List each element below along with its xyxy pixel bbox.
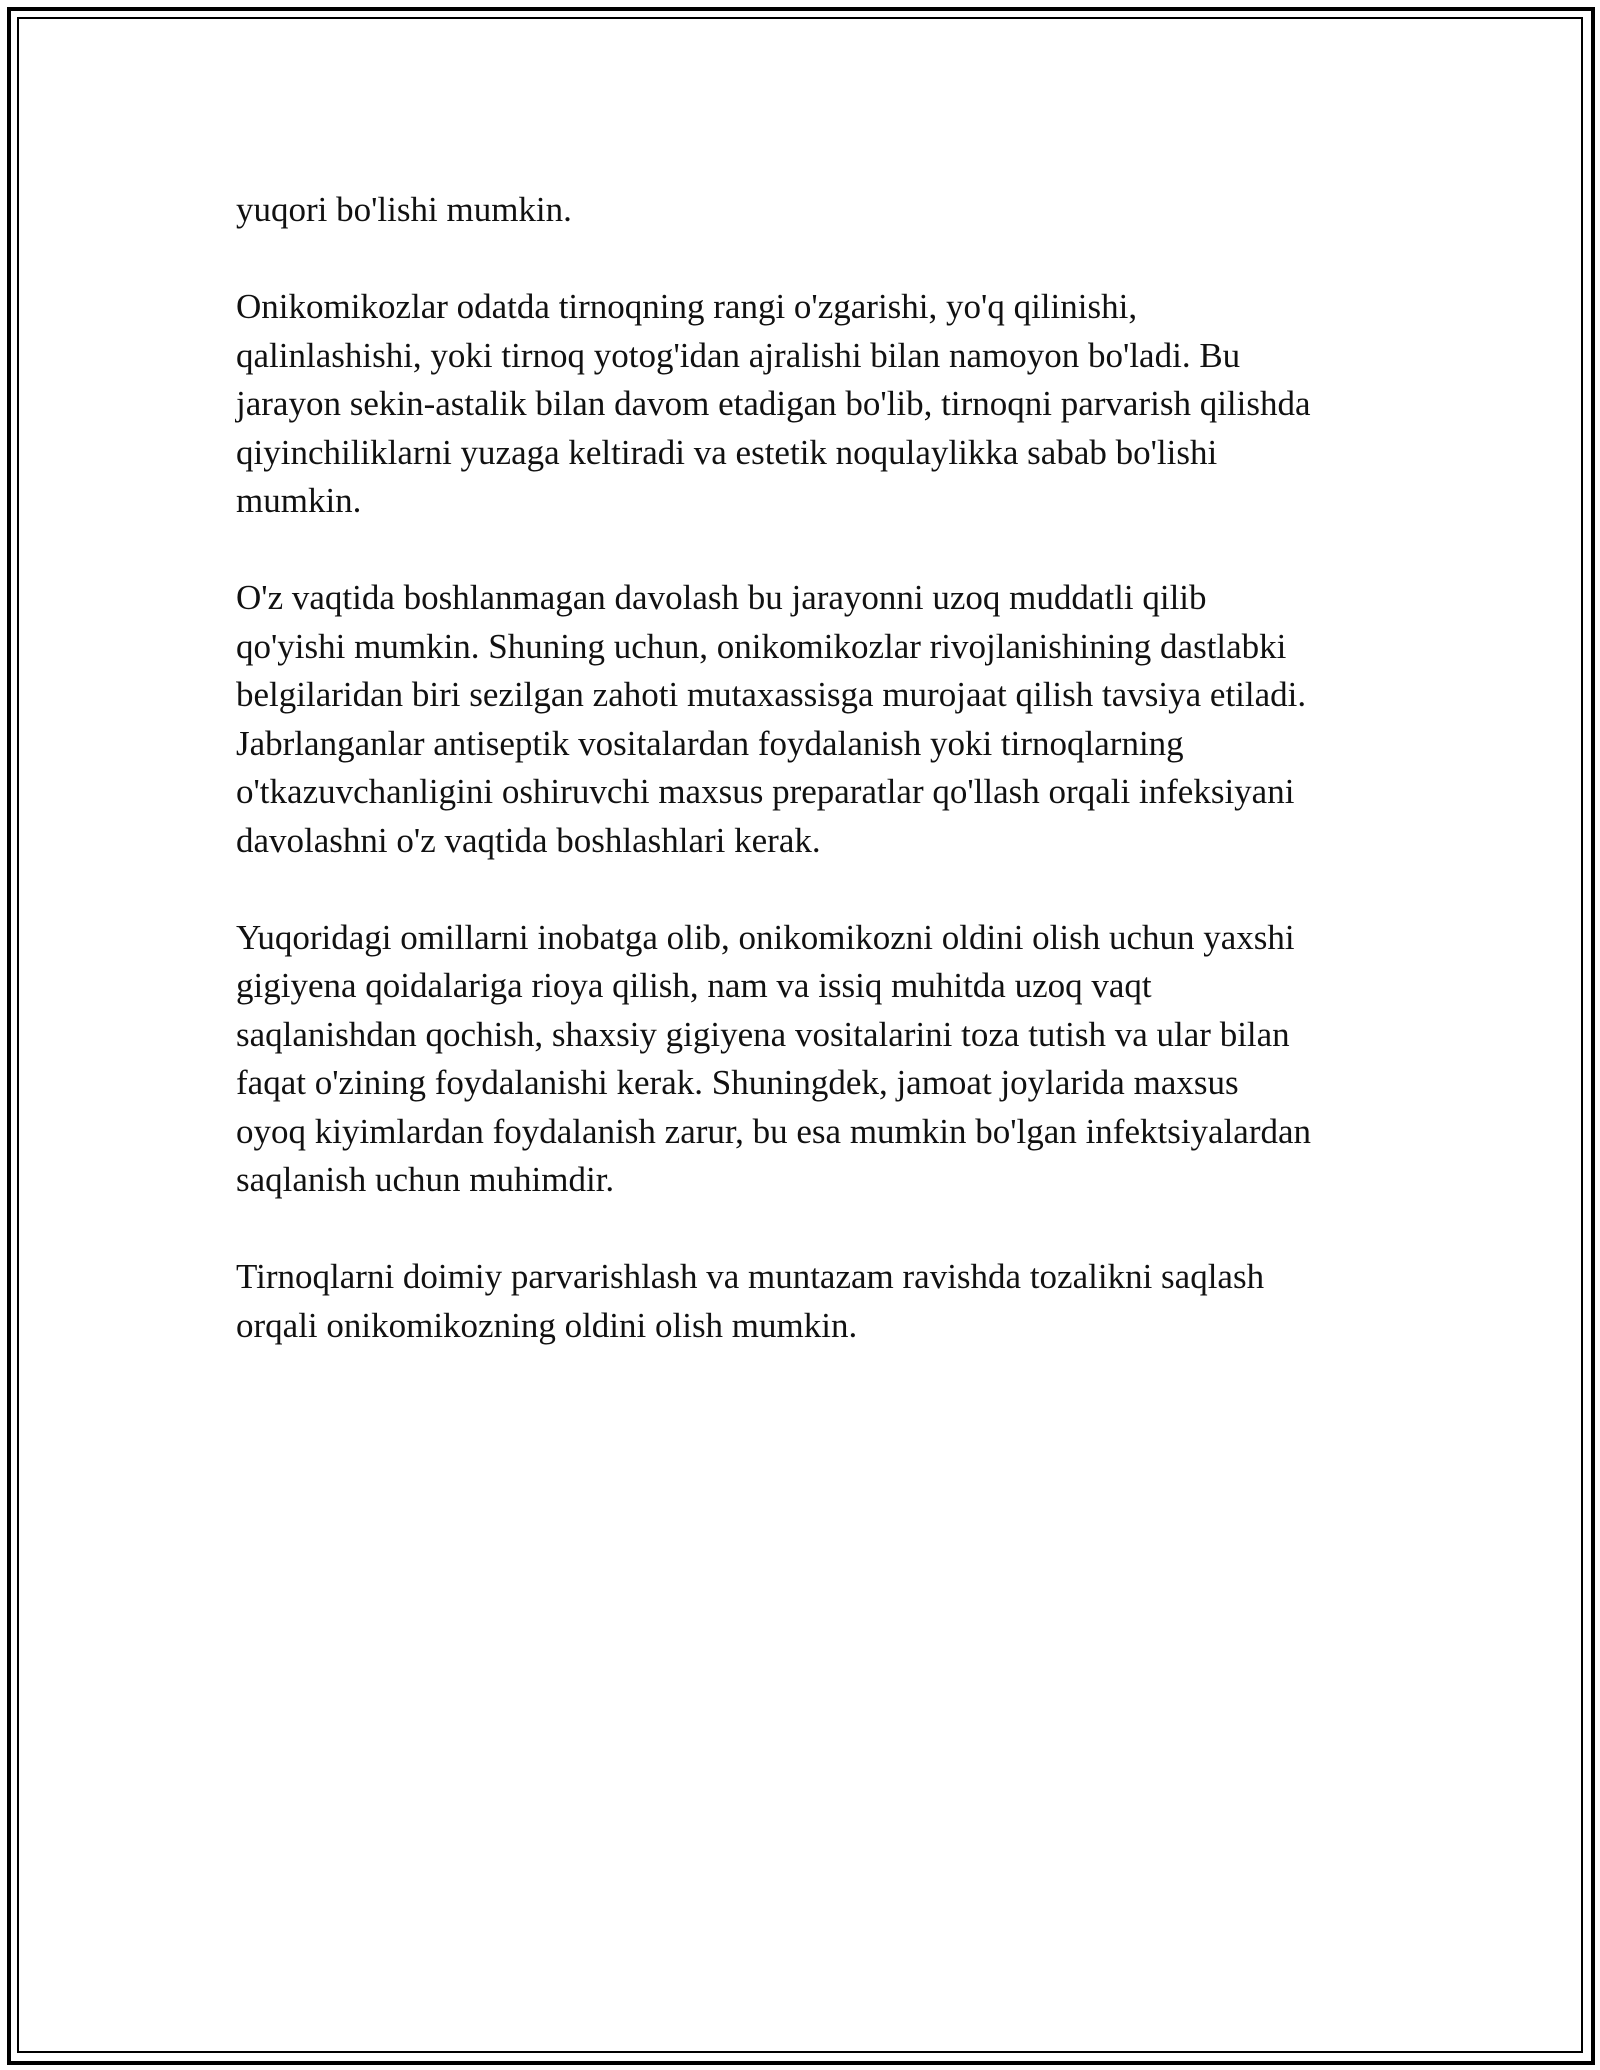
- paragraph-prevention: Yuqoridagi omillarni inobatga olib, onikomikozni oldini olish uchun yaxshi gigiyena qoidalariga rioya qilish, nam va issiq muhitda uzoq vaqt saqlanishdan qochish, shaxsiy gigiyena vositalarini toza tutish va ular bilan faqat o'zining foydalanishi kerak. Shuningdek, jamoat joylarida maxsus oyoq kiyimlardan foydalanish zarur, bu esa mumkin bo'lgan infektsiyalardan saqlanish uchun muhimdir.: [236, 917, 1312, 1199]
- paragraph-conclusion: Tirnoqlarni doimiy parvarishlash va muntazam ravishda tozalikni saqlash orqali onikomikozning oldini olish mumkin.: [236, 1257, 1265, 1345]
- paragraph-continuation: yuqori bo'lishi mumkin.: [236, 190, 572, 229]
- document-body: [236, 186, 1386, 1399]
- paragraph-symptoms: Onikomikozlar odatda tirnoqning rangi o'zgarishi, yo'q qilinishi, qalinlashishi, yoki tirnoq yotog'idan ajralishi bilan namoyon bo'ladi. Bu jarayon sekin-astalik bilan davom etadigan bo'lib, tirnoqni parvarish qilishda qiyinchiliklarni yuzaga keltiradi va estetik noqulaylikka sabab bo'lishi mumkin.: [236, 287, 1311, 520]
- paragraph-treatment: O'z vaqtida boshlanmagan davolash bu jarayonni uzoq muddatli qilib qo'yishi mumkin. Shuning uchun, onikomikozlar rivojlanishining dastlabki belgilaridan biri sezilgan zahoti mutaxassisga murojaat qilish tavsiya etiladi. Jabrlanganlar antiseptik vositalardan foydalanish yoki tirnoqlarning o'tkazuvchanligini oshiruvchi maxsus preparatlar qo'llash orqali infeksiyani davolashni o'z vaqtida boshlashlari kerak.: [236, 578, 1307, 860]
